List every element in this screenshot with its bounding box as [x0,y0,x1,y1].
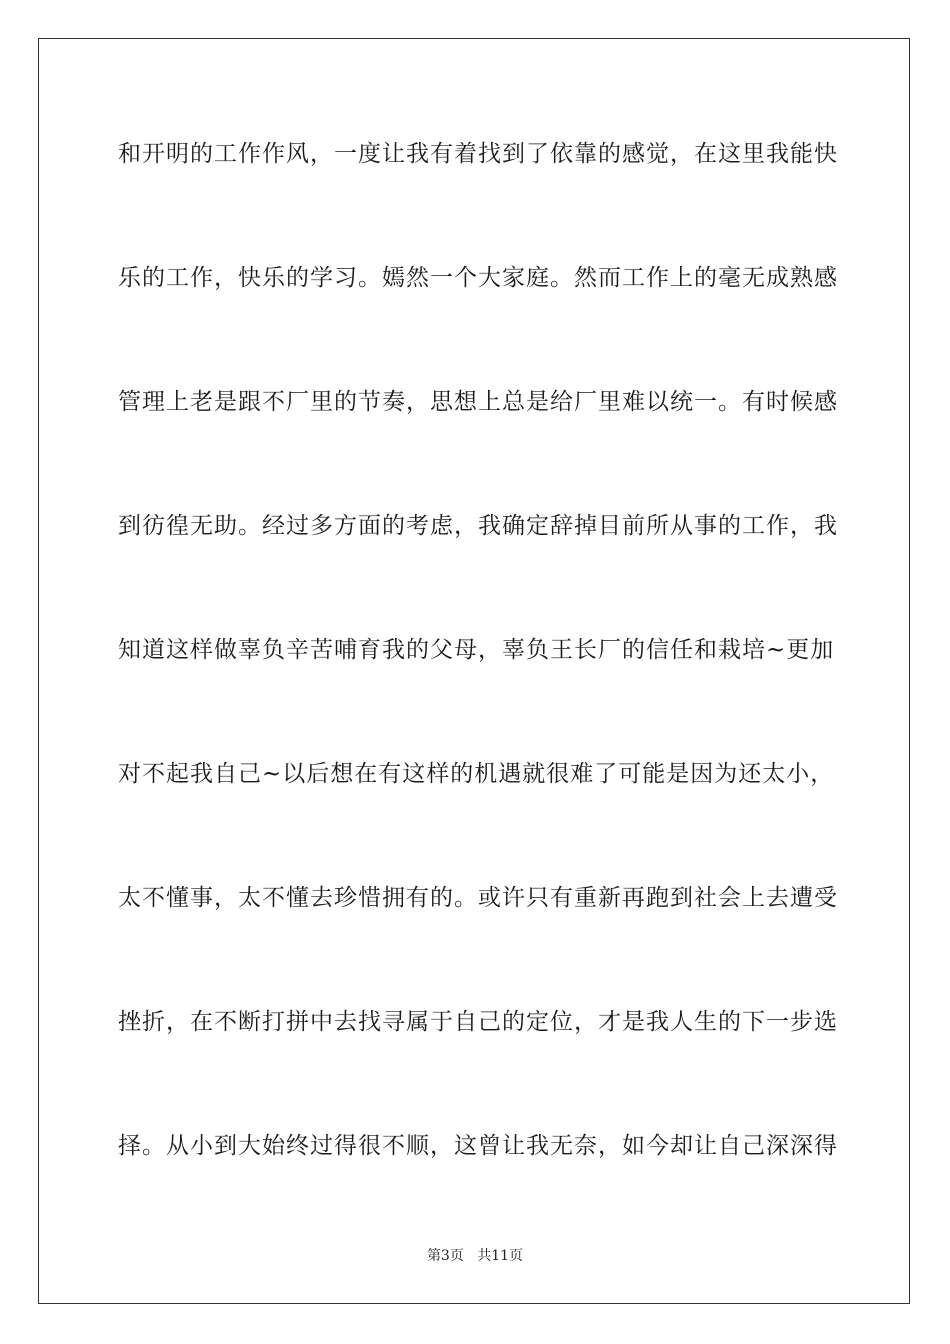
body-line-5: 知道这样做辜负辛苦哺育我的父母，辜负王长厂的信任和栽培~更加 [118,637,835,663]
body-line-9: 择。从小到大始终过得很不顺，这曾让我无奈，如今却让自己深深得 [118,1133,838,1159]
document-body [118,123,838,1239]
body-line-4: 到彷徨无助。经过多方面的考虑，我确定辞掉目前所从事的工作，我 [118,513,838,539]
page-footer [0,1246,950,1266]
body-line-8: 挫折，在不断打拼中去找寻属于自己的定位，才是我人生的下一步选 [118,1009,838,1035]
total-pages-label: 共11页 [477,1248,524,1264]
body-line-1: 和开明的工作作风，一度让我有着找到了依靠的感觉，在这里我能快 [118,141,838,167]
body-line-2: 乐的工作，快乐的学习。嫣然一个大家庭。然而工作上的毫无成熟感 [118,265,838,291]
body-line-7: 太不懂事，太不懂去珍惜拥有的。或许只有重新再跑到社会上去遭受 [118,885,838,911]
body-line-6: 对不起我自己~以后想在有这样的机遇就很难了可能是因为还太小， [118,761,835,787]
current-page-label: 第3页 [426,1248,464,1264]
body-line-3: 管理上老是跟不厂里的节奏，思想上总是给厂里难以统一。有时候感 [118,389,838,415]
